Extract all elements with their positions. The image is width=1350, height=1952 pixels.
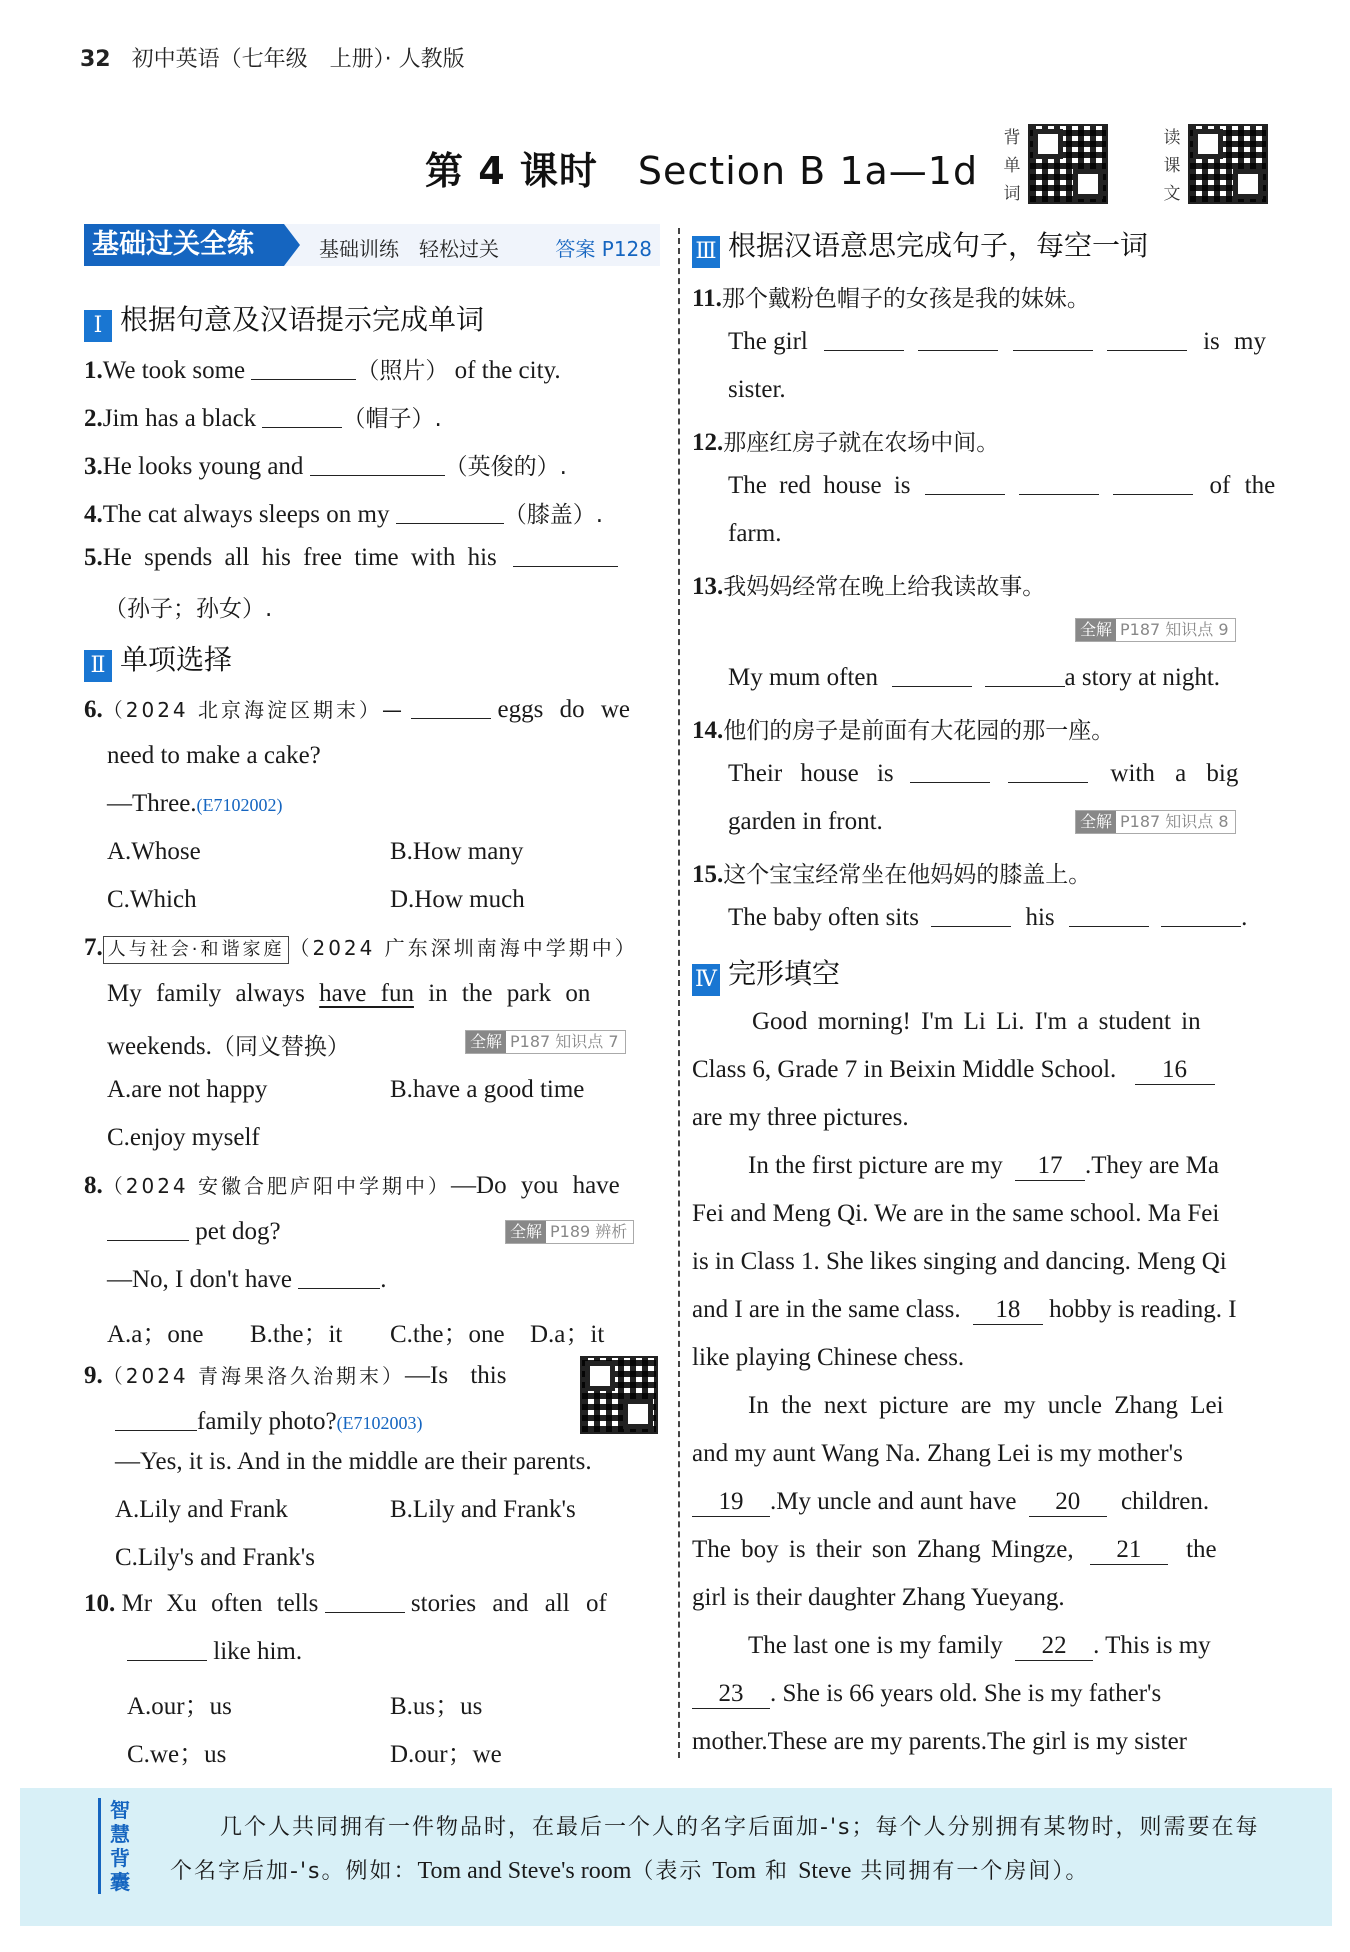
- cloze-line: [748, 1152, 1219, 1181]
- question-text: a story at night.: [1064, 664, 1221, 691]
- question-text: his: [1025, 904, 1055, 931]
- section-4-heading: [692, 952, 840, 996]
- cloze-text: girl is their daughter Zhang Yueyang.: [692, 1584, 1065, 1611]
- question-5: [84, 544, 618, 572]
- answer-blank[interactable]: [985, 664, 1065, 687]
- hint-text: （孙子；孙女）.: [104, 596, 273, 622]
- answer-blank[interactable]: [396, 501, 504, 524]
- section-title: 完形填空: [728, 957, 841, 990]
- option-a[interactable]: A.Lily and Frank: [115, 1496, 288, 1523]
- banner-subtitle: 基础训练 轻松过关: [319, 237, 499, 261]
- hint-text: （同义替换）: [211, 1034, 350, 1060]
- answer-blank[interactable]: [411, 696, 491, 719]
- tip-line-1: 几个人共同拥有一件物品时，在最后一个人的名字后面加-'s；每个人分别拥有某物时，则需要在每: [220, 1815, 1260, 1840]
- cloze-text: and my aunt Wang Na. Zhang Lei is my mother's: [692, 1440, 1183, 1467]
- topic-tag: 人与社会·和谐家庭: [103, 936, 290, 964]
- underlined-phrase: have fun: [319, 980, 414, 1007]
- section-2-heading: [84, 638, 232, 682]
- answer-blank[interactable]: [127, 1638, 207, 1661]
- lesson-section: Section B 1a—1d: [637, 149, 979, 193]
- question-text: The cat always sleeps on my: [102, 501, 390, 528]
- section-title: 单项选择: [120, 643, 233, 676]
- answer-blank[interactable]: [1107, 328, 1187, 351]
- question-text: We took some: [102, 357, 246, 384]
- answer-blank[interactable]: [310, 453, 445, 476]
- cloze-line: [692, 1536, 1217, 1565]
- badge-label: 全解: [466, 1031, 506, 1053]
- question-text: farm.: [728, 520, 782, 547]
- tip-text: 和: [756, 1859, 799, 1884]
- question-text: eggs do we: [497, 696, 630, 723]
- answer-blank[interactable]: [1013, 328, 1093, 351]
- column-divider: [678, 228, 680, 1758]
- section-3-heading: [692, 224, 1148, 268]
- question-8-text: [107, 1218, 281, 1246]
- section-number: Ⅰ: [84, 310, 112, 342]
- hint-text: （帽子）.: [342, 406, 442, 432]
- cloze-text: Class 6, Grade 7 in Beixin Middle School.: [692, 1056, 1117, 1083]
- answer-blank[interactable]: [910, 760, 990, 783]
- cloze-text: .They are Ma: [1085, 1152, 1219, 1179]
- option-a[interactable]: A.our；us: [127, 1693, 232, 1720]
- tip-box: [20, 1788, 1332, 1926]
- question-text: —Is this: [405, 1362, 507, 1389]
- cloze-blank-23[interactable]: 23: [692, 1680, 770, 1709]
- section-title: 根据汉语意思完成句子，每空一词: [728, 229, 1149, 262]
- tip-example: Steve: [798, 1858, 852, 1884]
- question-text: The baby often sits: [728, 904, 919, 931]
- question-text: of the: [1209, 472, 1276, 499]
- cloze-text: children.: [1120, 1488, 1210, 1515]
- badge-text: P189 辨析: [550, 1222, 628, 1241]
- cloze-text: are my three pictures.: [692, 1104, 909, 1131]
- qr-label-char: 背: [1003, 128, 1021, 148]
- cloze-blank-17[interactable]: 17: [1015, 1152, 1085, 1181]
- question-10-text: [127, 1638, 302, 1666]
- question-12: [692, 424, 999, 457]
- chevron-right-icon: [284, 224, 300, 266]
- section-number: Ⅲ: [692, 236, 720, 268]
- question-15: [692, 856, 1091, 889]
- question-8: [84, 1170, 620, 1200]
- question-15-text: The baby often sits his .: [728, 904, 1248, 931]
- option-c[interactable]: C.Which: [107, 886, 197, 913]
- qr-label-char: 词: [1003, 184, 1021, 204]
- cloze-blank-20[interactable]: 20: [1029, 1488, 1107, 1517]
- banner-answer-ref: 答案 P128: [555, 237, 652, 261]
- section-number: Ⅱ: [84, 650, 112, 682]
- question-number: 15.: [692, 861, 724, 888]
- chinese-prompt: 那个戴粉色帽子的女孩是我的妹妹。: [721, 286, 1090, 312]
- question-text: He looks young and: [102, 453, 304, 480]
- reference-badge: [505, 1220, 634, 1244]
- answer-blank[interactable]: [107, 1218, 189, 1241]
- option-d[interactable]: D.How much: [390, 886, 525, 913]
- section-1-heading: [84, 298, 484, 342]
- question-text: The girl: [728, 328, 808, 355]
- question-7: [84, 932, 638, 964]
- question-number: 1.: [84, 357, 103, 384]
- question-text: Jim has a black: [102, 405, 257, 432]
- answer-blank[interactable]: [931, 904, 1011, 927]
- cloze-blank-19[interactable]: 19: [692, 1488, 770, 1517]
- question-6-answer: [107, 790, 283, 818]
- qr-code-question-9[interactable]: [580, 1356, 658, 1434]
- option-b[interactable]: B.have a good time: [390, 1076, 585, 1103]
- page-header: [80, 42, 465, 73]
- lesson-number: 第 4 课时: [425, 149, 598, 193]
- question-14: [692, 712, 1114, 745]
- question-text: family photo?: [197, 1408, 337, 1435]
- question-text: He spends all his free time with his: [102, 544, 497, 571]
- tip-line-2: [170, 1854, 1089, 1885]
- page-number: 32: [80, 47, 111, 72]
- cloze-text: like playing Chinese chess.: [692, 1344, 965, 1371]
- question-text: The red house is: [728, 472, 911, 499]
- question-number: 9.: [84, 1362, 103, 1389]
- hint-text: （照片）: [356, 358, 449, 384]
- question-7-text-2: [107, 1028, 350, 1061]
- section-title: 根据句意及汉语提示完成单词: [120, 303, 485, 336]
- answer-blank[interactable]: [1113, 472, 1193, 495]
- cloze-text: In the first picture are my: [748, 1152, 1003, 1179]
- question-number: 2.: [84, 405, 103, 432]
- cloze-text: The last one is my family: [748, 1632, 1003, 1659]
- question-14-text: [728, 760, 1238, 788]
- badge-label: 全解: [506, 1221, 546, 1243]
- tip-side-char: 背: [110, 1846, 130, 1870]
- option-c[interactable]: C.Lily's and Frank's: [115, 1544, 315, 1571]
- question-11-text: [728, 328, 1266, 356]
- cloze-line: [748, 1632, 1211, 1661]
- qr-label-char: 课: [1163, 156, 1181, 176]
- question-5-hint: [104, 590, 272, 623]
- question-text: stories and all of: [410, 1590, 607, 1617]
- badge-label: 全解: [1076, 811, 1116, 833]
- question-11: [692, 280, 1090, 313]
- tip-side-label: [98, 1798, 135, 1894]
- cloze-text: The boy is their son Zhang Mingze,: [692, 1536, 1074, 1563]
- tip-text: 共同拥有一个房间）。: [851, 1859, 1090, 1884]
- tip-side-char: 智: [110, 1798, 130, 1822]
- option-b[interactable]: B.the；it: [250, 1321, 343, 1348]
- cloze-text: mother.These are my parents.The girl is my sister: [692, 1728, 1188, 1755]
- qr-label-text: [1162, 124, 1182, 208]
- question-number: 6.: [84, 696, 103, 723]
- answer-blank[interactable]: [115, 1408, 197, 1431]
- answer-blank[interactable]: [251, 357, 356, 380]
- cloze-blank-22[interactable]: 22: [1015, 1632, 1093, 1661]
- badge-text: P187 知识点 7: [510, 1032, 619, 1051]
- section-number: Ⅳ: [692, 964, 720, 996]
- question-source: （2024 安徽合肥庐阳中学期中）: [102, 1174, 452, 1198]
- cloze-blank-18[interactable]: 18: [973, 1296, 1043, 1325]
- chinese-prompt: 那座红房子就在农场中间。: [723, 430, 1000, 456]
- qr-label-char: 文: [1163, 184, 1181, 204]
- tip-side-char: 慧: [110, 1822, 130, 1846]
- qr-code-vocab[interactable]: [1028, 124, 1108, 204]
- answer-blank[interactable]: [513, 544, 618, 567]
- badge-label: 全解: [1076, 619, 1116, 641]
- cloze-text: Fei and Meng Qi. We are in the same school. Ma Fei: [692, 1200, 1220, 1227]
- qr-label-char: 读: [1163, 128, 1181, 148]
- question-number: 14.: [692, 717, 724, 744]
- question-text: Mr Xu often tells: [121, 1590, 319, 1617]
- answer-blank[interactable]: [1161, 904, 1241, 927]
- answer-blank[interactable]: [925, 472, 1005, 495]
- question-text: My mum often: [728, 664, 878, 691]
- cloze-line: [692, 1488, 1209, 1517]
- question-2: [84, 400, 442, 433]
- question-text: sister.: [728, 376, 786, 403]
- question-13: [692, 568, 1045, 601]
- option-b[interactable]: B.How many: [390, 838, 524, 865]
- question-4: [84, 496, 603, 529]
- chinese-prompt: 他们的房子是前面有大花园的那一座。: [723, 718, 1115, 744]
- cloze-text: the: [1186, 1536, 1217, 1563]
- reference-badge: [1075, 810, 1236, 834]
- cloze-line: [692, 1680, 1161, 1709]
- option-d[interactable]: D.our；we: [390, 1741, 502, 1768]
- question-text: —No, I don't have: [107, 1266, 293, 1293]
- question-number: 5.: [84, 544, 103, 571]
- question-source: （2024 北京海淀区期末）—: [102, 698, 406, 722]
- question-text: Their house is: [728, 760, 894, 787]
- chinese-prompt: 这个宝宝经常坐在他妈妈的膝盖上。: [723, 862, 1092, 888]
- question-text: pet dog?: [195, 1218, 281, 1245]
- option-c[interactable]: C.we；us: [127, 1741, 227, 1768]
- cloze-blank-21[interactable]: 21: [1090, 1536, 1168, 1565]
- question-9-text: [115, 1408, 423, 1436]
- cloze-text: . This is my: [1093, 1632, 1211, 1659]
- option-a[interactable]: A.a；one: [107, 1321, 204, 1348]
- answer-blank[interactable]: [1069, 904, 1149, 927]
- cloze-text: . She is 66 years old. She is my father's: [770, 1680, 1162, 1707]
- question-text: is my: [1203, 328, 1266, 355]
- cloze-line: [692, 1296, 1237, 1325]
- chinese-prompt: 我妈妈经常在晚上给我读故事。: [723, 574, 1046, 600]
- option-b[interactable]: B.us；us: [390, 1693, 483, 1720]
- question-number: 12.: [692, 429, 724, 456]
- question-text: —Three.: [107, 790, 197, 817]
- question-text: like him.: [213, 1638, 303, 1665]
- question-text: —Yes, it is. And in the middle are their parents.: [115, 1448, 592, 1475]
- book-title: 初中英语（七年级 上册）· 人教版: [131, 47, 465, 72]
- question-number: 8.: [84, 1172, 103, 1199]
- question-text: garden in front.: [728, 808, 883, 835]
- option-c[interactable]: C.the；one: [390, 1321, 505, 1348]
- cloze-blank-16[interactable]: 16: [1135, 1056, 1215, 1085]
- question-number: 7.: [84, 934, 103, 961]
- answer-blank[interactable]: [1019, 472, 1099, 495]
- cloze-text: In the next picture are my uncle Zhang Lei: [748, 1392, 1224, 1419]
- qr-label-vocab: [1002, 124, 1022, 208]
- question-text: My family always: [107, 980, 305, 1007]
- question-source: （2024 青海果洛久治期末）: [102, 1364, 406, 1388]
- cloze-text: and I are in the same class.: [692, 1296, 961, 1323]
- question-code: (E7102003): [336, 1413, 423, 1433]
- question-7-text: [107, 980, 590, 1008]
- practice-banner: [84, 224, 660, 266]
- reference-badge: [1075, 618, 1236, 642]
- reference-badge: [465, 1030, 626, 1054]
- question-8-answer: —No, I don't have .: [107, 1266, 387, 1293]
- answer-blank[interactable]: [1008, 760, 1088, 783]
- question-3: [84, 448, 567, 481]
- question-6: [84, 694, 630, 724]
- answer-blank[interactable]: [298, 1266, 380, 1289]
- option-c[interactable]: C.enjoy myself: [107, 1124, 260, 1151]
- question-number: 4.: [84, 501, 103, 528]
- question-text: weekends.: [107, 1033, 212, 1060]
- question-13-text: [728, 664, 1220, 692]
- cloze-text: .My uncle and aunt have: [770, 1488, 1017, 1515]
- question-1: [84, 352, 561, 385]
- answer-blank[interactable]: [325, 1590, 405, 1613]
- answer-blank[interactable]: [824, 328, 904, 351]
- answer-blank[interactable]: [918, 328, 998, 351]
- qr-code-text[interactable]: [1188, 124, 1268, 204]
- tip-text: 个名字后加-'s。例如：: [170, 1859, 418, 1884]
- question-code: (E7102002): [196, 795, 283, 815]
- question-10: [84, 1590, 607, 1618]
- question-number: 3.: [84, 453, 103, 480]
- cloze-text: is in Class 1. She likes singing and dancing. Meng Qi: [692, 1248, 1227, 1275]
- question-number: 13.: [692, 573, 724, 600]
- hint-text: （英俊的）.: [444, 454, 567, 480]
- question-text: with a big: [1110, 760, 1239, 787]
- question-text: in the park on: [428, 980, 591, 1007]
- tip-text: （表示: [631, 1859, 713, 1884]
- tip-side-char: 囊: [110, 1870, 130, 1894]
- qr-label-char: 单: [1003, 156, 1021, 176]
- answer-blank[interactable]: [262, 405, 342, 428]
- cloze-line: [692, 1056, 1215, 1085]
- question-source: （2024 广东深圳南海中学期中）: [289, 936, 638, 960]
- question-9: [84, 1360, 506, 1390]
- question-text: of the city.: [454, 357, 561, 384]
- option-a[interactable]: A.are not happy: [107, 1076, 268, 1103]
- answer-blank[interactable]: [892, 664, 972, 687]
- question-number: 11.: [692, 285, 722, 312]
- option-a[interactable]: A.Whose: [107, 838, 201, 865]
- banner-tag: 基础过关全练: [84, 224, 284, 266]
- tip-example: Tom: [712, 1858, 757, 1884]
- option-d[interactable]: D.a；it: [530, 1321, 605, 1348]
- badge-text: P187 知识点 8: [1120, 812, 1229, 831]
- question-text: need to make a cake?: [107, 742, 321, 769]
- cloze-text: Good morning! I'm Li Li. I'm a student in: [752, 1008, 1201, 1035]
- question-number: 10.: [84, 1590, 116, 1617]
- badge-text: P187 知识点 9: [1120, 620, 1229, 639]
- cloze-text: hobby is reading. I: [1049, 1296, 1237, 1323]
- lesson-title: [425, 140, 978, 195]
- question-12-text: [728, 472, 1275, 500]
- option-b[interactable]: B.Lily and Frank's: [390, 1496, 576, 1523]
- hint-text: （膝盖）.: [503, 502, 604, 528]
- question-text: —Do you have: [451, 1172, 620, 1199]
- tip-example: Tom and Steve's room: [417, 1858, 632, 1884]
